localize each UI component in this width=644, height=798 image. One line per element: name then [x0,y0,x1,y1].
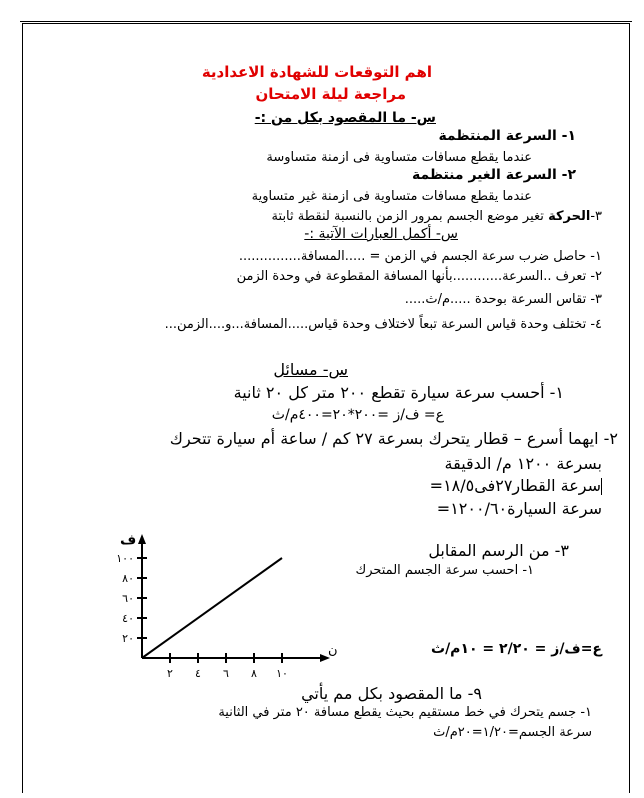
y-axis-label: ف [120,532,137,548]
q2-heading: س- أكمل العبارات الآتية :- [304,226,458,242]
y-tick-label: ١٠٠ [116,552,134,565]
q2-line4: ٤- تختلف وحدة قياس السرعة تبعاً لاختلاف وحدة قياس.....المسافة...و....الزمن... [164,317,602,332]
y-axis-arrow [138,534,146,544]
q3-problem3-solution: ع=ف/ز = ٢/٢٠ = ١٠م/ث [431,641,602,657]
series-line [142,558,282,658]
y-tick-label: ٨٠ [122,572,134,585]
q1-item3 [272,210,602,223]
q1-item1-title: ١- السرعة المنتظمة [438,128,576,144]
q3-problem3: ٣- من الرسم المقابل [428,541,569,560]
q3-heading: س- مسائل [273,360,348,379]
y-tick-label: ٦٠ [122,592,134,605]
q1-item2-def: عندما يقطع مسافات متساوية فى ازمنة غير متساوية [251,189,532,204]
q1-item2-title: ٢- السرعة الغير منتظمة [411,167,576,183]
q4-line2: سرعة الجسم=١/٢٠=٢٠م/ث [433,725,592,740]
q2-line2: ٢- تعرف ..السرعة............بأنها المسافة المقطوعة في وحدة الزمن [236,269,602,284]
q1-heading: س- ما المقصود بكل من :- [254,110,436,126]
x-tick-label: ٨ [251,667,257,680]
text-cursor [601,478,602,495]
x-tick-label: ٦ [223,667,229,680]
q3-problem1: ١- أحسب سرعة سيارة تقطع ٢٠٠ متر كل ٢٠ ثانية [233,383,564,402]
q3-problem1-solution: ع= ف/ز =٢٠٠*٢٠=٤٠٠م/ث [271,407,444,423]
q3-problem2-cont: بسرعة ١٢٠٠ م/ الدقيقة [444,454,602,473]
q4-line1: ١- جسم يتحرك في خط مستقيم بحيث يقطع مسافة ٢٠ متر في الثانية [218,705,592,720]
q1-item3-num: ٣- [590,209,602,224]
q2-line1: ١- حاصل ضرب سرعة الجسم في الزمن = .....المسافة............... [238,249,602,264]
main-title: اهم التوقعات للشهادة الاعدادية [201,63,432,81]
q2-line3: ٣- تقاس السرعة بوحدة .....م/ث..... [404,292,602,307]
q1-item3-def: تغير موضع الجسم بمرور الزمن بالنسبة لنقطة ثابتة [271,209,544,224]
q3-problem2: ٢- ايهما أسرع – قطار يتحرك بسرعة ٢٧ كم / ساعة أم سيارة تتحرك [169,429,618,448]
q1-item3-title: الحركة [548,209,591,224]
q3-problem3-sub: ١- احسب سرعة الجسم المتحرك [355,563,534,578]
q1-item1-def: عندما يقطع مسافات متساوية فى ازمنة متساوسة [266,150,532,165]
x-axis-label: ن [328,643,338,658]
chart-axes [138,534,330,662]
q3-problem2-sol1: سرعة القطار٢٧فى١٨/٥= [429,476,601,495]
y-tick-label: ٢٠ [122,632,134,645]
distance-time-chart [110,530,340,685]
q4-heading: ٩- ما المقصود بكل مم يأتي [301,684,482,703]
q3-problem2-sol2: سرعة السيارة١٢٠٠/٦٠= [436,499,602,518]
y-tick-label: ٤٠ [122,612,134,625]
x-tick-label: ٢ [167,667,173,680]
sub-title: مراجعة ليلة الامتحان [255,85,406,103]
x-tick-label: ١٠ [276,667,288,680]
x-tick-label: ٤ [195,667,201,680]
